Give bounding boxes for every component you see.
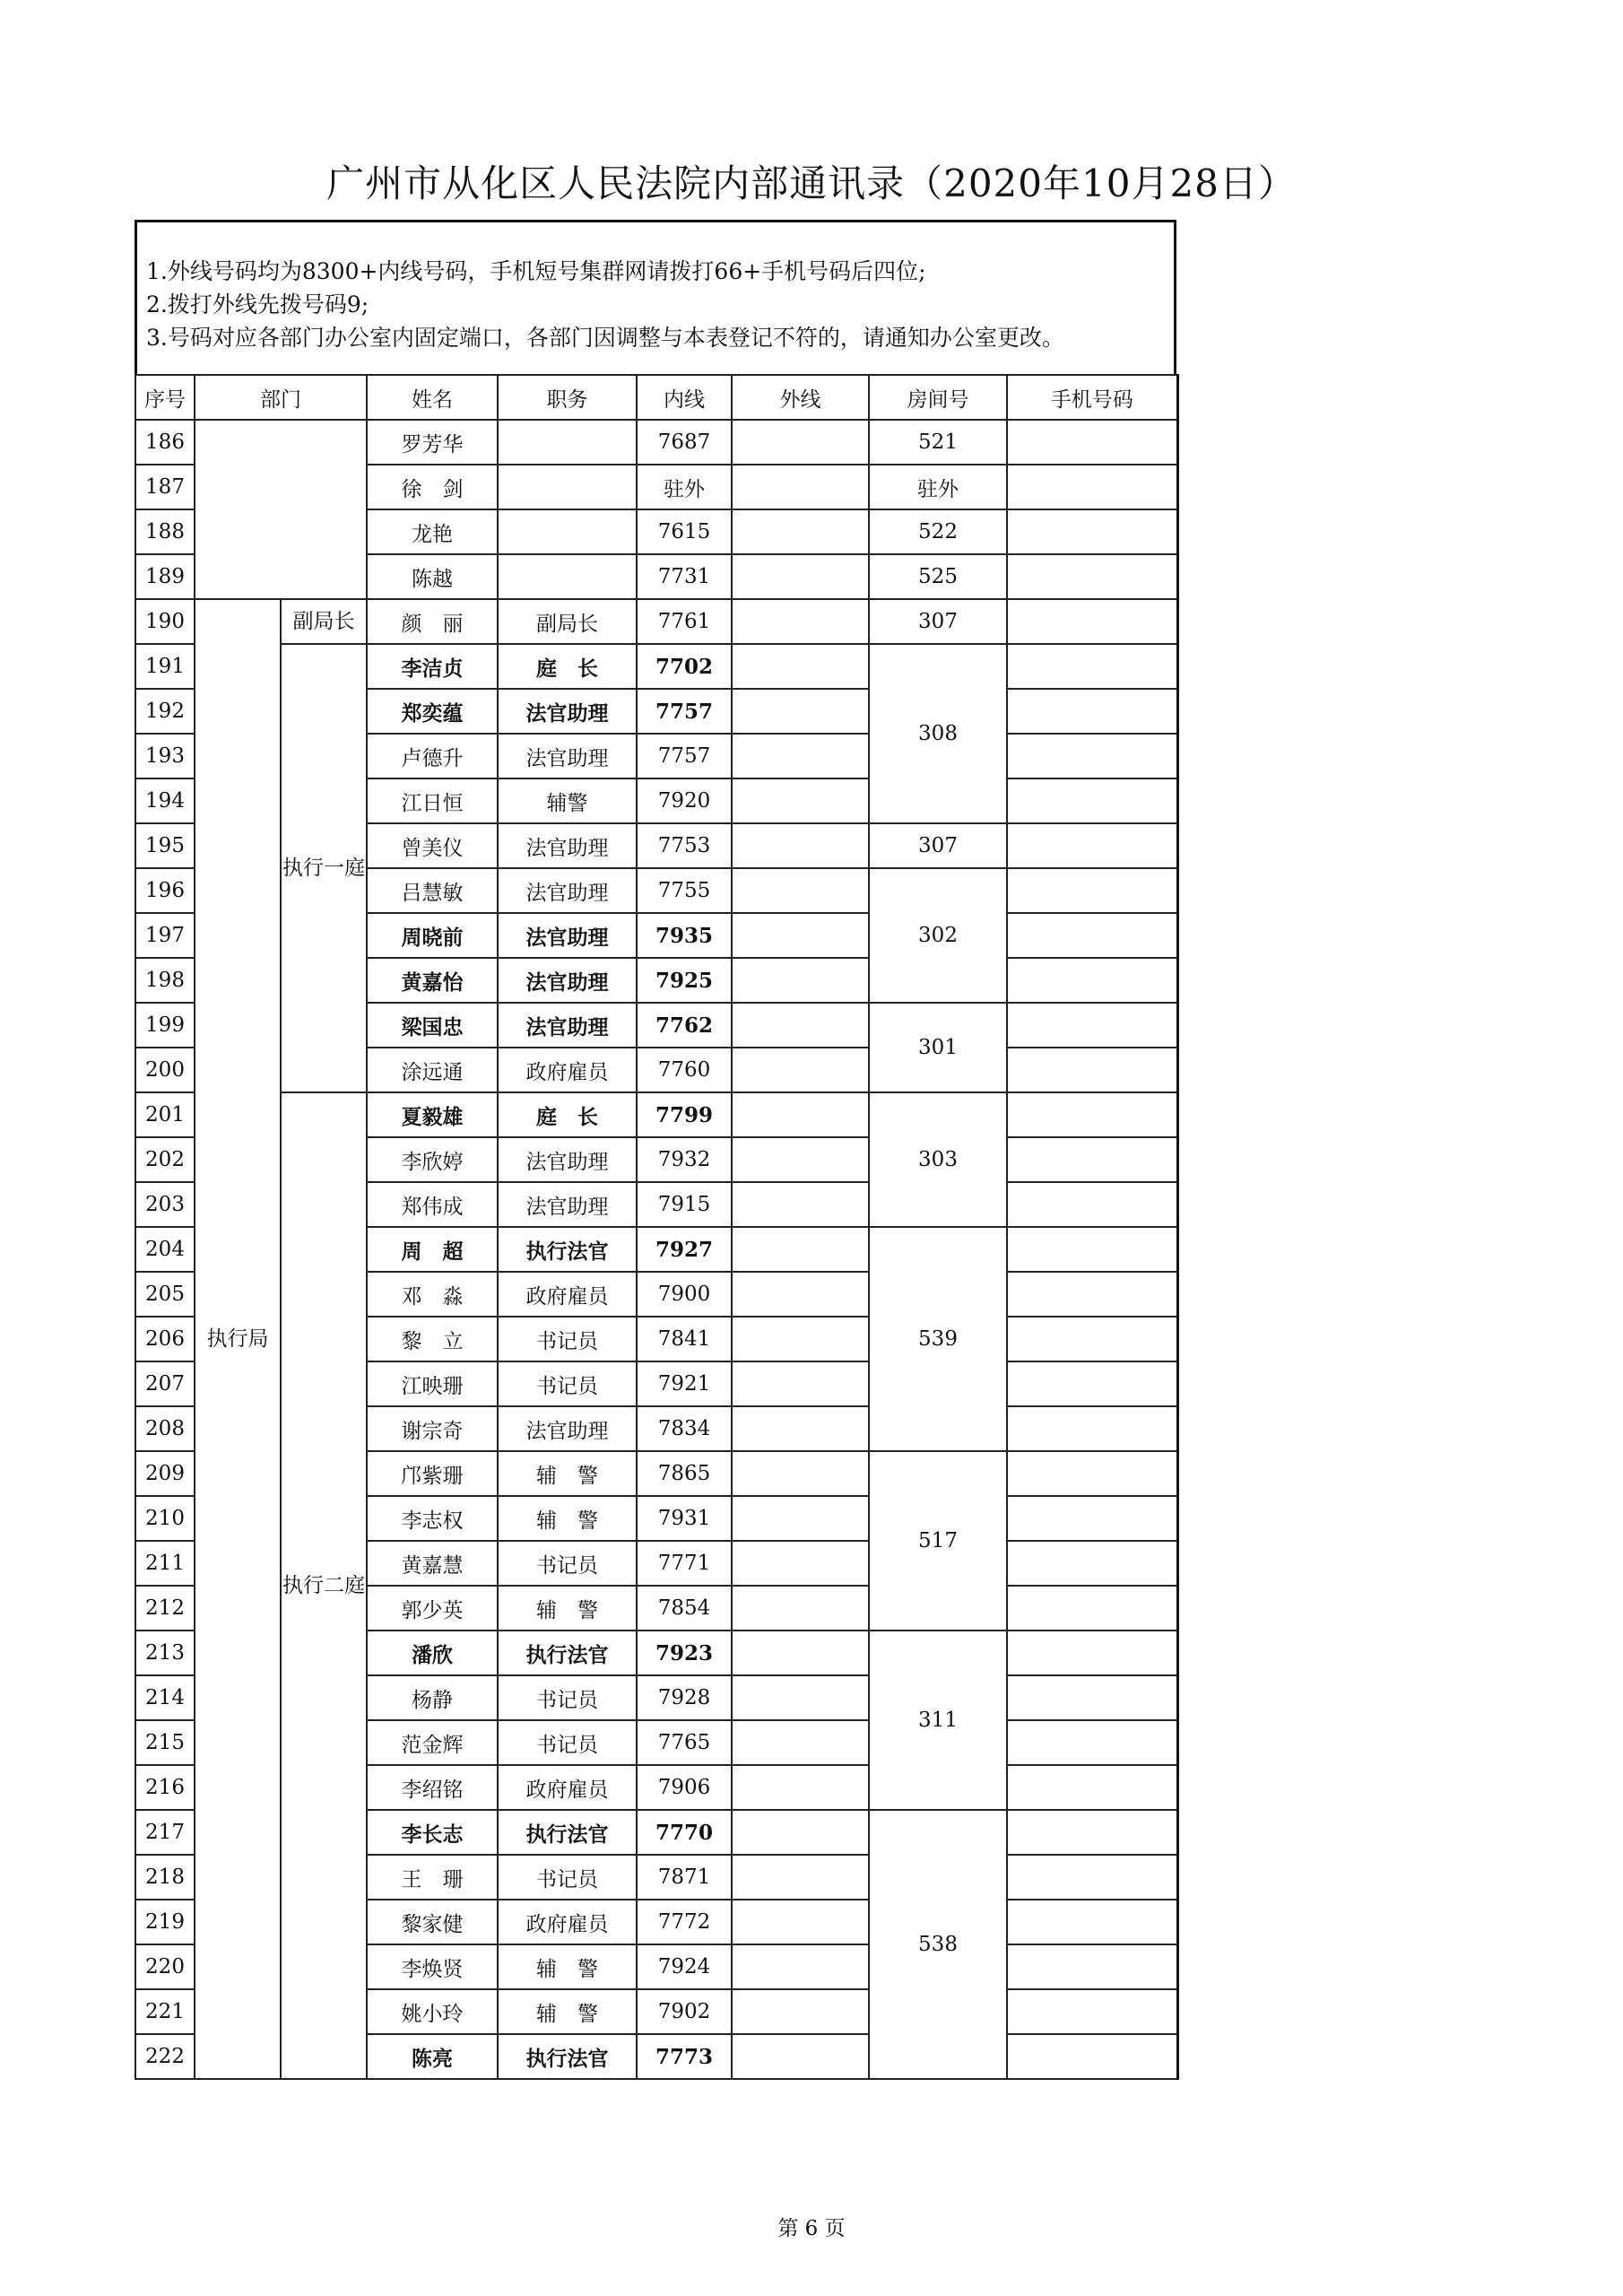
row-internal: 7871 [637,1855,732,1900]
row-external [732,1944,869,1989]
row-name: 龙艳 [367,509,498,554]
row-mobile [1007,1361,1177,1406]
row-room: 538 [869,1810,1007,2079]
row-mobile [1007,509,1177,554]
row-position [498,465,637,509]
row-external [732,1406,869,1451]
row-position: 辅 警 [498,1944,637,1989]
row-external [732,1855,869,1900]
row-name: 李长志 [367,1810,498,1855]
row-seq: 222 [135,2034,195,2079]
row-mobile [1007,1496,1177,1541]
row-position: 法官助理 [498,913,637,958]
row-position: 辅 警 [498,1496,637,1541]
row-internal: 7834 [637,1406,732,1451]
row-room: 308 [869,644,1007,823]
row-name: 郑伟成 [367,1182,498,1227]
row-room: 311 [869,1631,1007,1810]
row-external [732,1137,869,1182]
row-name: 李绍铭 [367,1765,498,1810]
row-seq: 219 [135,1900,195,1944]
row-seq: 207 [135,1361,195,1406]
row-mobile [1007,1182,1177,1227]
row-name: 曾美仪 [367,823,498,868]
row-mobile [1007,868,1177,913]
row-internal: 7757 [637,689,732,734]
row-name: 姚小玲 [367,1989,498,2034]
row-position: 政府雇员 [498,1272,637,1317]
row-external [732,1361,869,1406]
row-seq: 215 [135,1720,195,1765]
row-seq: 205 [135,1272,195,1317]
header-name: 姓名 [367,375,498,420]
table-header-row [135,375,1177,420]
row-position [498,420,637,465]
row-external [732,1586,869,1631]
row-mobile [1007,1989,1177,2034]
row-mobile [1007,1765,1177,1810]
row-room: 307 [869,599,1007,644]
row-mobile [1007,1900,1177,1944]
row-mobile [1007,913,1177,958]
row-internal: 7761 [637,599,732,644]
row-external [732,509,869,554]
row-name: 邝紫珊 [367,1451,498,1496]
notes-box [135,220,1176,374]
row-internal: 7854 [637,1586,732,1631]
row-position: 书记员 [498,1317,637,1361]
row-seq: 218 [135,1855,195,1900]
header-room: 房间号 [869,375,1007,420]
row-internal: 7702 [637,644,732,689]
row-position: 庭 长 [498,1092,637,1137]
row-internal: 7923 [637,1631,732,1675]
row-position: 书记员 [498,1720,637,1765]
row-room: 307 [869,823,1007,868]
row-seq: 195 [135,823,195,868]
row-mobile [1007,689,1177,734]
row-seq: 209 [135,1451,195,1496]
row-external [732,823,869,868]
row-seq: 213 [135,1631,195,1675]
row-mobile [1007,778,1177,823]
row-mobile [1007,554,1177,599]
row-position: 法官助理 [498,823,637,868]
row-internal: 7687 [637,420,732,465]
row-seq: 191 [135,644,195,689]
row-external [732,1317,869,1361]
note-line: 3.号码对应各部门办公室内固定端口，各部门因调整与本表登记不符的，请通知办公室更改。 [146,325,1064,351]
row-internal: 7757 [637,734,732,778]
row-name: 夏毅雄 [367,1092,498,1137]
row-external [732,1092,869,1137]
row-mobile [1007,1944,1177,1989]
row-external [732,1227,869,1272]
row-name: 吕慧敏 [367,868,498,913]
note-line: 1.外线号码均为8300+内线号码，手机短号集群网请拨打66+手机号码后四位; [146,258,926,284]
row-name: 谢宗奇 [367,1406,498,1451]
row-internal: 7931 [637,1496,732,1541]
row-internal: 驻外 [637,465,732,509]
row-internal: 7906 [637,1765,732,1810]
row-name: 江日恒 [367,778,498,823]
row-internal: 7935 [637,913,732,958]
row-internal: 7760 [637,1048,732,1092]
row-name: 陈亮 [367,2034,498,2079]
row-seq: 197 [135,913,195,958]
row-mobile [1007,1272,1177,1317]
row-name: 黎家健 [367,1900,498,1944]
row-name: 梁国忠 [367,1003,498,1048]
row-seq: 192 [135,689,195,734]
row-name: 黄嘉怡 [367,958,498,1003]
row-mobile [1007,1541,1177,1586]
row-position: 执行法官 [498,2034,637,2079]
row-position: 法官助理 [498,868,637,913]
header-dept: 部门 [195,375,367,420]
table-row [135,420,1177,465]
row-internal: 7771 [637,1541,732,1586]
row-seq: 188 [135,509,195,554]
row-name: 江映珊 [367,1361,498,1406]
row-mobile [1007,1227,1177,1272]
row-position: 法官助理 [498,958,637,1003]
row-seq: 216 [135,1765,195,1810]
row-internal: 7902 [637,1989,732,2034]
row-seq: 193 [135,734,195,778]
row-external [732,554,869,599]
row-mobile [1007,1137,1177,1182]
row-position: 辅 警 [498,1451,637,1496]
row-mobile [1007,1586,1177,1631]
row-name: 罗芳华 [367,420,498,465]
row-external [732,689,869,734]
row-internal: 7920 [637,778,732,823]
row-position: 副局长 [498,599,637,644]
row-position: 庭 长 [498,644,637,689]
row-internal: 7925 [637,958,732,1003]
row-position: 执行法官 [498,1631,637,1675]
row-seq: 201 [135,1092,195,1137]
row-seq: 210 [135,1496,195,1541]
row-position [498,554,637,599]
dept-court2: 执行二庭 [281,1092,367,2079]
row-internal: 7927 [637,1227,732,1272]
row-external [732,1900,869,1944]
row-name: 卢德升 [367,734,498,778]
row-room: 驻外 [869,465,1007,509]
row-room: 517 [869,1451,1007,1631]
row-internal: 7924 [637,1944,732,1989]
directory-table [135,374,1179,2080]
row-position: 执行法官 [498,1810,637,1855]
row-name: 范金辉 [367,1720,498,1765]
row-seq: 194 [135,778,195,823]
header-position: 职务 [498,375,637,420]
row-seq: 189 [135,554,195,599]
row-internal: 7762 [637,1003,732,1048]
row-seq: 196 [135,868,195,913]
row-seq: 186 [135,420,195,465]
row-external [732,1989,869,2034]
row-external [732,1182,869,1227]
row-position: 书记员 [498,1361,637,1406]
row-internal: 7841 [637,1317,732,1361]
row-room: 525 [869,554,1007,599]
row-mobile [1007,1720,1177,1765]
row-internal: 7900 [637,1272,732,1317]
row-name: 黎 立 [367,1317,498,1361]
row-internal: 7765 [637,1720,732,1765]
row-internal: 7799 [637,1092,732,1137]
row-name: 陈越 [367,554,498,599]
row-seq: 190 [135,599,195,644]
row-mobile [1007,1855,1177,1900]
row-external [732,420,869,465]
dept-deputy-label: 副局长 [281,599,367,644]
row-position: 政府雇员 [498,1900,637,1944]
row-external [732,1810,869,1855]
row-seq: 221 [135,1989,195,2034]
table-row [135,599,1177,644]
row-internal: 7772 [637,1900,732,1944]
row-external [732,2034,869,2079]
row-seq: 202 [135,1137,195,1182]
row-mobile [1007,1631,1177,1675]
row-external [732,1541,869,1586]
row-seq: 204 [135,1227,195,1272]
row-mobile [1007,958,1177,1003]
row-mobile [1007,1003,1177,1048]
row-position: 书记员 [498,1541,637,1586]
row-name: 杨静 [367,1675,498,1720]
row-room: 539 [869,1227,1007,1451]
row-external [732,868,869,913]
row-room: 302 [869,868,1007,1003]
row-seq: 200 [135,1048,195,1092]
dept-blank [195,420,367,599]
row-name: 周晓前 [367,913,498,958]
row-room: 303 [869,1092,1007,1227]
row-mobile [1007,823,1177,868]
page-number: 第 6 页 [777,2217,846,2240]
row-position: 辅 警 [498,1989,637,2034]
row-seq: 199 [135,1003,195,1048]
row-seq: 203 [135,1182,195,1227]
row-seq: 220 [135,1944,195,1989]
row-mobile [1007,1451,1177,1496]
row-external [732,1631,869,1675]
row-seq: 211 [135,1541,195,1586]
row-external [732,465,869,509]
row-mobile [1007,1048,1177,1092]
row-mobile [1007,644,1177,689]
row-external [732,1451,869,1496]
row-internal: 7615 [637,509,732,554]
row-internal: 7731 [637,554,732,599]
directory-container [135,220,1176,2080]
header-mobile: 手机号码 [1007,375,1177,420]
row-name: 李欣婷 [367,1137,498,1182]
row-external [732,1496,869,1541]
row-external [732,734,869,778]
row-seq: 214 [135,1675,195,1720]
row-name: 徐 剑 [367,465,498,509]
row-name: 郑奕蕴 [367,689,498,734]
row-position: 书记员 [498,1675,637,1720]
row-position: 法官助理 [498,689,637,734]
row-external [732,1003,869,1048]
header-seq: 序号 [135,375,195,420]
page-title: 广州市从化区人民法院内部通讯录（2020年10月28日） [326,161,1297,205]
row-seq: 208 [135,1406,195,1451]
row-position: 辅警 [498,778,637,823]
row-position: 法官助理 [498,1003,637,1048]
dept-court1: 执行一庭 [281,644,367,1092]
row-internal: 7915 [637,1182,732,1227]
row-name: 郭少英 [367,1586,498,1631]
row-mobile [1007,1810,1177,1855]
row-external [732,913,869,958]
row-mobile [1007,1317,1177,1361]
table-body [135,420,1177,2079]
row-mobile [1007,1406,1177,1451]
row-position: 辅 警 [498,1586,637,1631]
row-name: 潘欣 [367,1631,498,1675]
row-external [732,778,869,823]
row-name: 黄嘉慧 [367,1541,498,1586]
row-name: 王 珊 [367,1855,498,1900]
row-external [732,1765,869,1810]
row-internal: 7932 [637,1137,732,1182]
header-external: 外线 [732,375,869,420]
row-external [732,1272,869,1317]
row-internal: 7755 [637,868,732,913]
row-name: 李焕贤 [367,1944,498,1989]
row-room: 301 [869,1003,1007,1092]
row-seq: 212 [135,1586,195,1631]
row-seq: 206 [135,1317,195,1361]
row-name: 涂远通 [367,1048,498,1092]
row-seq: 217 [135,1810,195,1855]
row-mobile [1007,599,1177,644]
row-position: 法官助理 [498,1137,637,1182]
row-internal: 7928 [637,1675,732,1720]
row-internal: 7770 [637,1810,732,1855]
row-external [732,1675,869,1720]
row-position: 法官助理 [498,734,637,778]
row-external [732,644,869,689]
row-name: 邓 淼 [367,1272,498,1317]
row-position: 法官助理 [498,1182,637,1227]
row-position: 政府雇员 [498,1048,637,1092]
row-external [732,958,869,1003]
row-seq: 187 [135,465,195,509]
row-name: 李志权 [367,1496,498,1541]
row-position [498,509,637,554]
note-line: 2.拨打外线先拨号码9; [146,291,369,317]
row-name: 周 超 [367,1227,498,1272]
row-seq: 198 [135,958,195,1003]
row-internal: 7865 [637,1451,732,1496]
row-external [732,1720,869,1765]
row-internal: 7921 [637,1361,732,1406]
row-mobile [1007,1092,1177,1137]
row-name: 李洁贞 [367,644,498,689]
row-external [732,599,869,644]
table-row [135,1092,1177,1137]
row-internal: 7773 [637,2034,732,2079]
row-name: 颜 丽 [367,599,498,644]
row-mobile [1007,734,1177,778]
row-internal: 7753 [637,823,732,868]
row-position: 政府雇员 [498,1765,637,1810]
row-position: 执行法官 [498,1227,637,1272]
table-row [135,644,1177,689]
row-mobile [1007,2034,1177,2079]
dept-bureau: 执行局 [195,599,281,2079]
row-room: 522 [869,509,1007,554]
row-mobile [1007,465,1177,509]
row-mobile [1007,420,1177,465]
header-internal: 内线 [637,375,732,420]
row-room: 521 [869,420,1007,465]
row-position: 书记员 [498,1855,637,1900]
row-position: 法官助理 [498,1406,637,1451]
row-mobile [1007,1675,1177,1720]
row-external [732,1048,869,1092]
